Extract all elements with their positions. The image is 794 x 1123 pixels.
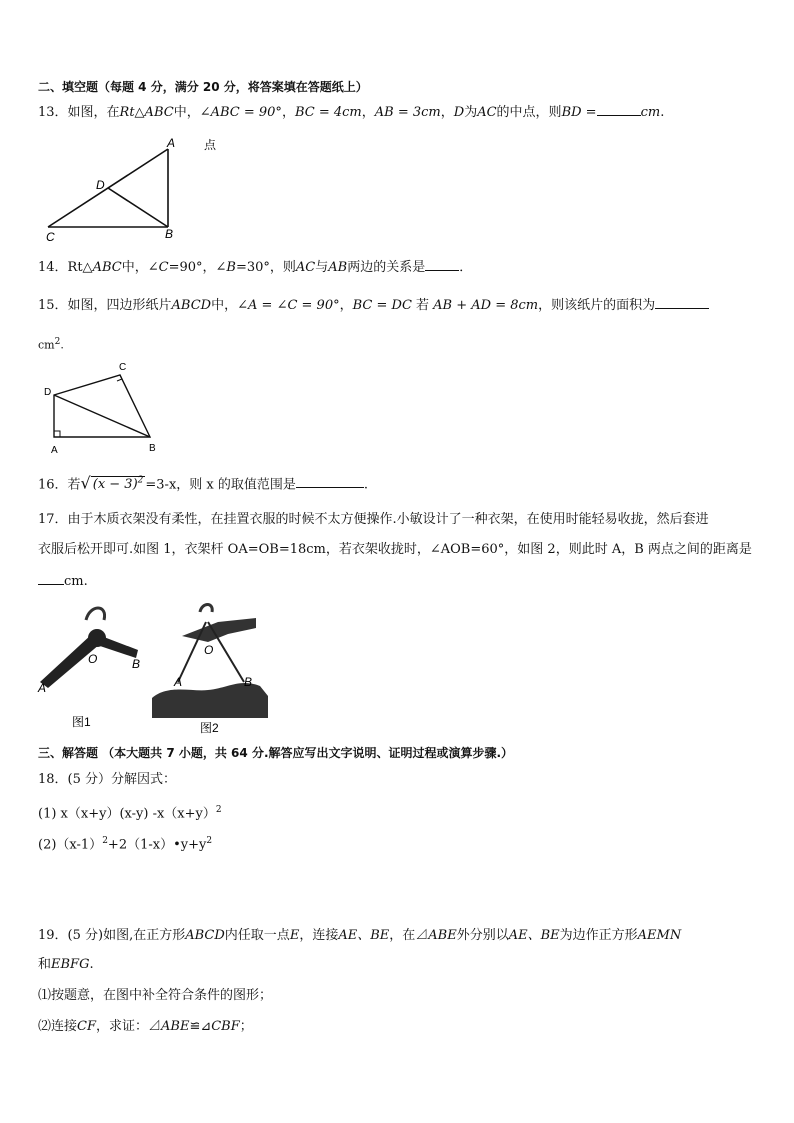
q13-ab: AB = 3cm: [374, 105, 441, 120]
q19-sub2-c: ≌⊿: [189, 1019, 212, 1034]
q17-figure-1: [34, 600, 164, 735]
q13-bd: BD =: [561, 105, 597, 120]
q15-quad-outline: [54, 375, 150, 437]
q19-text-d: ，在⊿: [389, 928, 429, 943]
q19-ae-be: AE、BE: [338, 928, 390, 943]
q19-sub2: [38, 1018, 253, 1036]
q15-text-b: 中，: [211, 298, 238, 313]
q16-end: .: [363, 477, 369, 493]
q14-end: ．: [459, 260, 473, 275]
q19-sub2-a: ⑵连接: [38, 1019, 78, 1034]
q13-text-a: 13．如图，在: [38, 105, 120, 120]
fig2-label-a: A: [174, 675, 183, 689]
fig1-label-b: B: [132, 657, 141, 671]
q15-abcd: ABCD: [171, 298, 212, 313]
q15-text-c: ，: [339, 298, 353, 313]
q16-text-a: 16．若: [38, 477, 81, 493]
q15-label-c: C: [119, 362, 127, 373]
q13-unit: cm: [640, 105, 661, 120]
q17-line2: 衣服后松开即可.如图 1，衣架杆 OA=OB=18cm，若衣架收拢时，∠AOB=60°，如图 2，则此时 A，B 两点之间的距离是: [38, 542, 752, 557]
q18-part2-text: (2)（x-1）: [38, 837, 103, 853]
q14-ac: AC: [295, 260, 316, 275]
q19-line2-b: .: [89, 957, 94, 972]
q17-unit: cm.: [64, 574, 88, 589]
q14-text: [38, 258, 472, 277]
q14-answer-blank[interactable]: [425, 258, 459, 271]
q14-text-a: 14．Rt△: [38, 260, 93, 275]
q18-part2-text-b: +2（1-x）•y+y: [107, 837, 207, 853]
q18-part2: [38, 832, 212, 854]
q15-label-a: A: [51, 445, 58, 456]
q16-answer-blank[interactable]: [296, 475, 364, 488]
q15-label-b: B: [149, 443, 156, 454]
fig1-hook-icon: [86, 608, 105, 620]
q19-text-c: ，连接: [299, 928, 339, 943]
q19-line2-a: 和: [38, 957, 52, 972]
q15-unit: cm: [38, 338, 55, 352]
fig1-label-o: O: [88, 652, 98, 666]
q13-ac: AC: [477, 105, 497, 120]
q14-text-b: 中，∠: [121, 260, 159, 275]
q13-triangle-figure: [40, 135, 230, 245]
q19-sub2-d: ；: [239, 1019, 253, 1034]
q13-text-e: 的中点，则: [496, 105, 562, 120]
q19-line1: [38, 927, 681, 945]
q13-text-b: 中，: [173, 105, 200, 120]
q13-text-c: ，: [440, 105, 454, 120]
q19-abe: ABE: [428, 928, 457, 943]
q19-ebfg: EBFG: [51, 957, 90, 972]
q19-text-e: 外分别以: [456, 928, 509, 943]
q16-radicand-exp: 2: [137, 476, 144, 486]
fig2-caption: 图2: [200, 721, 219, 735]
q19-abcd: ABCD: [185, 928, 225, 943]
fig1-caption: 图1: [72, 715, 91, 729]
q15-text-d: 若: [411, 298, 434, 313]
q13-label-b: B: [165, 227, 174, 241]
q18-title: 18．(5 分）分解因式：: [38, 772, 177, 787]
q19-ae-be-2: AE、BE: [508, 928, 560, 943]
q19-cf: CF: [77, 1019, 96, 1034]
section2-header: 二、填空题（每题 4 分，满分 20 分，将答案填在答题纸上）: [38, 80, 368, 94]
q19-sub1: ⑴按题意，在图中补全符合条件的图形；: [38, 988, 273, 1003]
q15-unit-sup: 2: [54, 337, 61, 347]
q19-text-b: 内任取一点: [224, 928, 290, 943]
q15-quadrilateral-figure: [38, 357, 168, 457]
q14-c: C: [158, 260, 169, 275]
q19-e: E: [289, 928, 300, 943]
q18-part2-sup: 2: [102, 836, 108, 846]
q13-label-a: A: [167, 136, 176, 150]
q15-sum: AB + AD = 8cm: [433, 298, 539, 313]
q16-radicand: [91, 476, 146, 492]
q13-label-d: D: [96, 178, 105, 192]
fig2-label-b: B: [244, 675, 253, 689]
q13-segment-bd: [108, 188, 168, 227]
q19-text-f: 为边作正方形: [559, 928, 638, 943]
q15-unit-line: [38, 333, 64, 355]
q19-text-a: 19．(5 分)如图,在正方形: [38, 928, 186, 943]
q13-dot: .: [660, 105, 665, 120]
q15-diagonal-db: [54, 395, 150, 437]
q14-abc: ABC: [92, 260, 122, 275]
q13-text: 13．如图，在Rt△ABC中，∠ABC = 90°，BC = 4cm，AB = 3cm，D为AC的中点，则BD = cm.: [38, 105, 665, 120]
q15-answer-blank[interactable]: [655, 296, 709, 309]
q18-part1-text: (1) x（x+y）(x-y) -x（x+y）: [38, 806, 216, 822]
q14-text-f: 两边的关系是: [347, 260, 426, 275]
q15-text-a: 15．如图，四边形纸片: [38, 298, 172, 313]
q19-abe-2: ABE: [161, 1019, 190, 1034]
q16-radical-sign: √: [80, 473, 91, 493]
q13-label-c: C: [46, 230, 55, 244]
fig1-label-a: A: [38, 681, 47, 695]
q13-d: D: [453, 105, 465, 120]
fig2-arm-oa: [178, 622, 206, 682]
q16-text: [38, 472, 368, 494]
q15-right-angle-a: [54, 431, 60, 437]
q19-sub2-b: ，求证：⊿: [95, 1019, 161, 1034]
q17-figure-2: [148, 600, 278, 735]
q16-sqrt: [81, 472, 146, 494]
q16-text-b: =3-x，则 x 的取值范围是: [145, 477, 296, 493]
q14-text-e: 与: [315, 260, 329, 275]
q14-text-c: =90°，∠: [168, 260, 227, 275]
q13-answer-blank[interactable]: [597, 103, 641, 116]
q13-bc: BC = 4cm: [294, 105, 362, 120]
section3-header: 三、解答题 （本大题共 7 小题，共 64 分.解答应写出文字说明、证明过程或演算步骤.）: [38, 746, 514, 760]
q15-text-e: ，则该纸片的面积为: [538, 298, 656, 313]
q19-cbf: CBF: [211, 1019, 240, 1034]
q14-text-d: =30°，则: [235, 260, 296, 275]
q13-text-d: 为: [464, 105, 478, 120]
q14-b: B: [226, 260, 236, 275]
q13-stray-char: 点: [204, 138, 217, 152]
q15-text: [38, 296, 709, 315]
q13-triangle: Rt△ABC: [119, 105, 174, 120]
q19-line2: [38, 956, 94, 974]
fig2-label-o: O: [204, 643, 214, 657]
q17-line3: [38, 572, 88, 591]
q15-unit-end: .: [60, 338, 64, 352]
q13-angle: ∠ABC = 90°: [199, 105, 282, 120]
q18-part1: [38, 801, 222, 823]
fig2-hook-icon: [200, 605, 212, 613]
q19-aemn: AEMN: [637, 928, 682, 943]
q15-angles: ∠A = ∠C = 90°: [237, 298, 340, 313]
q14-ab: AB: [328, 260, 348, 275]
q15-sides: BC = DC: [352, 298, 412, 313]
q17-line1: 17．由于木质衣架没有柔性，在挂置衣服的时候不太方便操作.小敏设计了一种衣架，在使用时能轻易收拢，然后套进: [38, 512, 709, 527]
q16-radicand-text: (x − 3): [92, 477, 138, 493]
q18-part2-sup2: 2: [206, 836, 213, 846]
q18-part1-sup: 2: [215, 805, 222, 815]
fig1-arm-ob: [94, 634, 138, 658]
q15-label-d: D: [44, 387, 52, 398]
q17-answer-blank[interactable]: [38, 572, 64, 585]
